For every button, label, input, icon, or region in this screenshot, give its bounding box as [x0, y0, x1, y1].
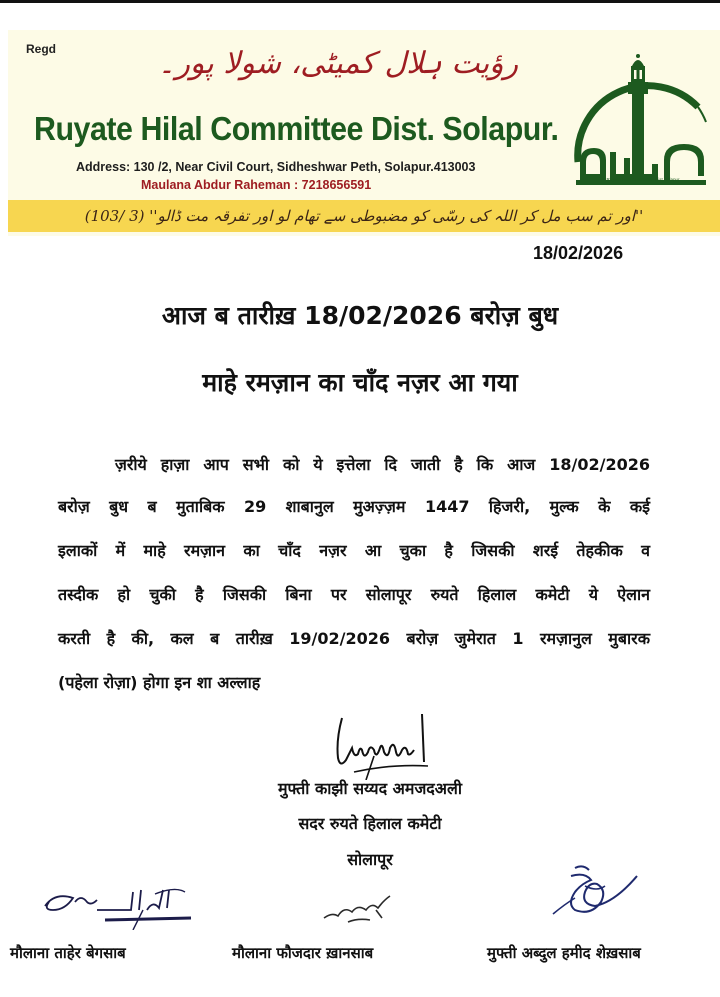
organization-name: Ruyate Hilal Committee Dist. Solapur.: [34, 110, 559, 147]
paragraph-line: तस्दीक हो चुकी है जिसकी बिना पर सोलापूर रुयते हिलाल कमेटी ये ऐलान: [58, 585, 650, 604]
urdu-title: رؤیت ہلال کمیٹی، شولا پور۔: [157, 46, 519, 81]
regd-label: Regd: [26, 42, 56, 56]
organization-address: Address: 130 /2, Near Civil Court, Sidheshwar Peth, Solapur.413003: [76, 160, 476, 174]
paragraph-line: करती है की, कल ब तारीख़ 19/02/2026 बरोज़ जुमेरात 1 रमज़ानुल मुबारक: [58, 629, 650, 648]
logo-caption: Ruyate Hilal Committee Dist Solapur: [606, 177, 680, 182]
headline-announcement: माहे रमज़ान का चाँद नज़र आ गया: [202, 368, 518, 397]
contact-line: Maulana Abdur Raheman : 7218656591: [141, 178, 372, 192]
signatory-city: सोलापूर: [347, 850, 393, 869]
co-signatory-name: मुफ्ती अब्दुल हमीद शेख़साब: [487, 944, 641, 962]
paragraph-line: ज़रीये हाज़ा आप सभी को ये इत्तेला दि जाती है कि आज 18/02/2026: [115, 455, 650, 474]
paragraph-line: इलाकों में माहे रमज़ान का चाँद नज़र आ चुका है जिसकी शरई तेहकीक व: [58, 541, 650, 560]
quran-quote: ''اور تم سب مل کر اللہ کی رسّی کو مضبوطی سے تھام لو اور تفرقہ مت ڈالو'' (3 /103): [84, 207, 644, 225]
signature-left-icon: [35, 880, 195, 930]
co-signatory-name: मौलाना फौजदार ख़ानसाब: [232, 944, 374, 962]
signature-middle-icon: [318, 888, 398, 928]
headline-date: आज ब तारीख़ 18/02/2026 बरोज़ बुध: [161, 301, 559, 330]
signatory-designation: सदर रुयते हिलाल कमेटी: [298, 814, 442, 833]
quote-band: [8, 200, 720, 232]
signature-right-icon: [545, 862, 645, 920]
co-signatory-name: मौलाना ताहेर बेगसाब: [10, 944, 126, 962]
paragraph-line: (पहेला रोज़ा) होगा इन शा अल्लाह: [58, 673, 261, 692]
document-date: 18/02/2026: [533, 243, 624, 263]
top-border: [0, 0, 720, 3]
paragraph-line: बरोज़ बुध ब मुताबिक 29 शाबानुल मुअज़्ज़म 1447 हिजरी, मुल्क के कई: [58, 497, 650, 516]
signatory-name: मुफ्ती काझी सय्यद अमजदअली: [277, 779, 463, 798]
main-signature-icon: [330, 710, 440, 780]
letterhead: [8, 30, 720, 236]
